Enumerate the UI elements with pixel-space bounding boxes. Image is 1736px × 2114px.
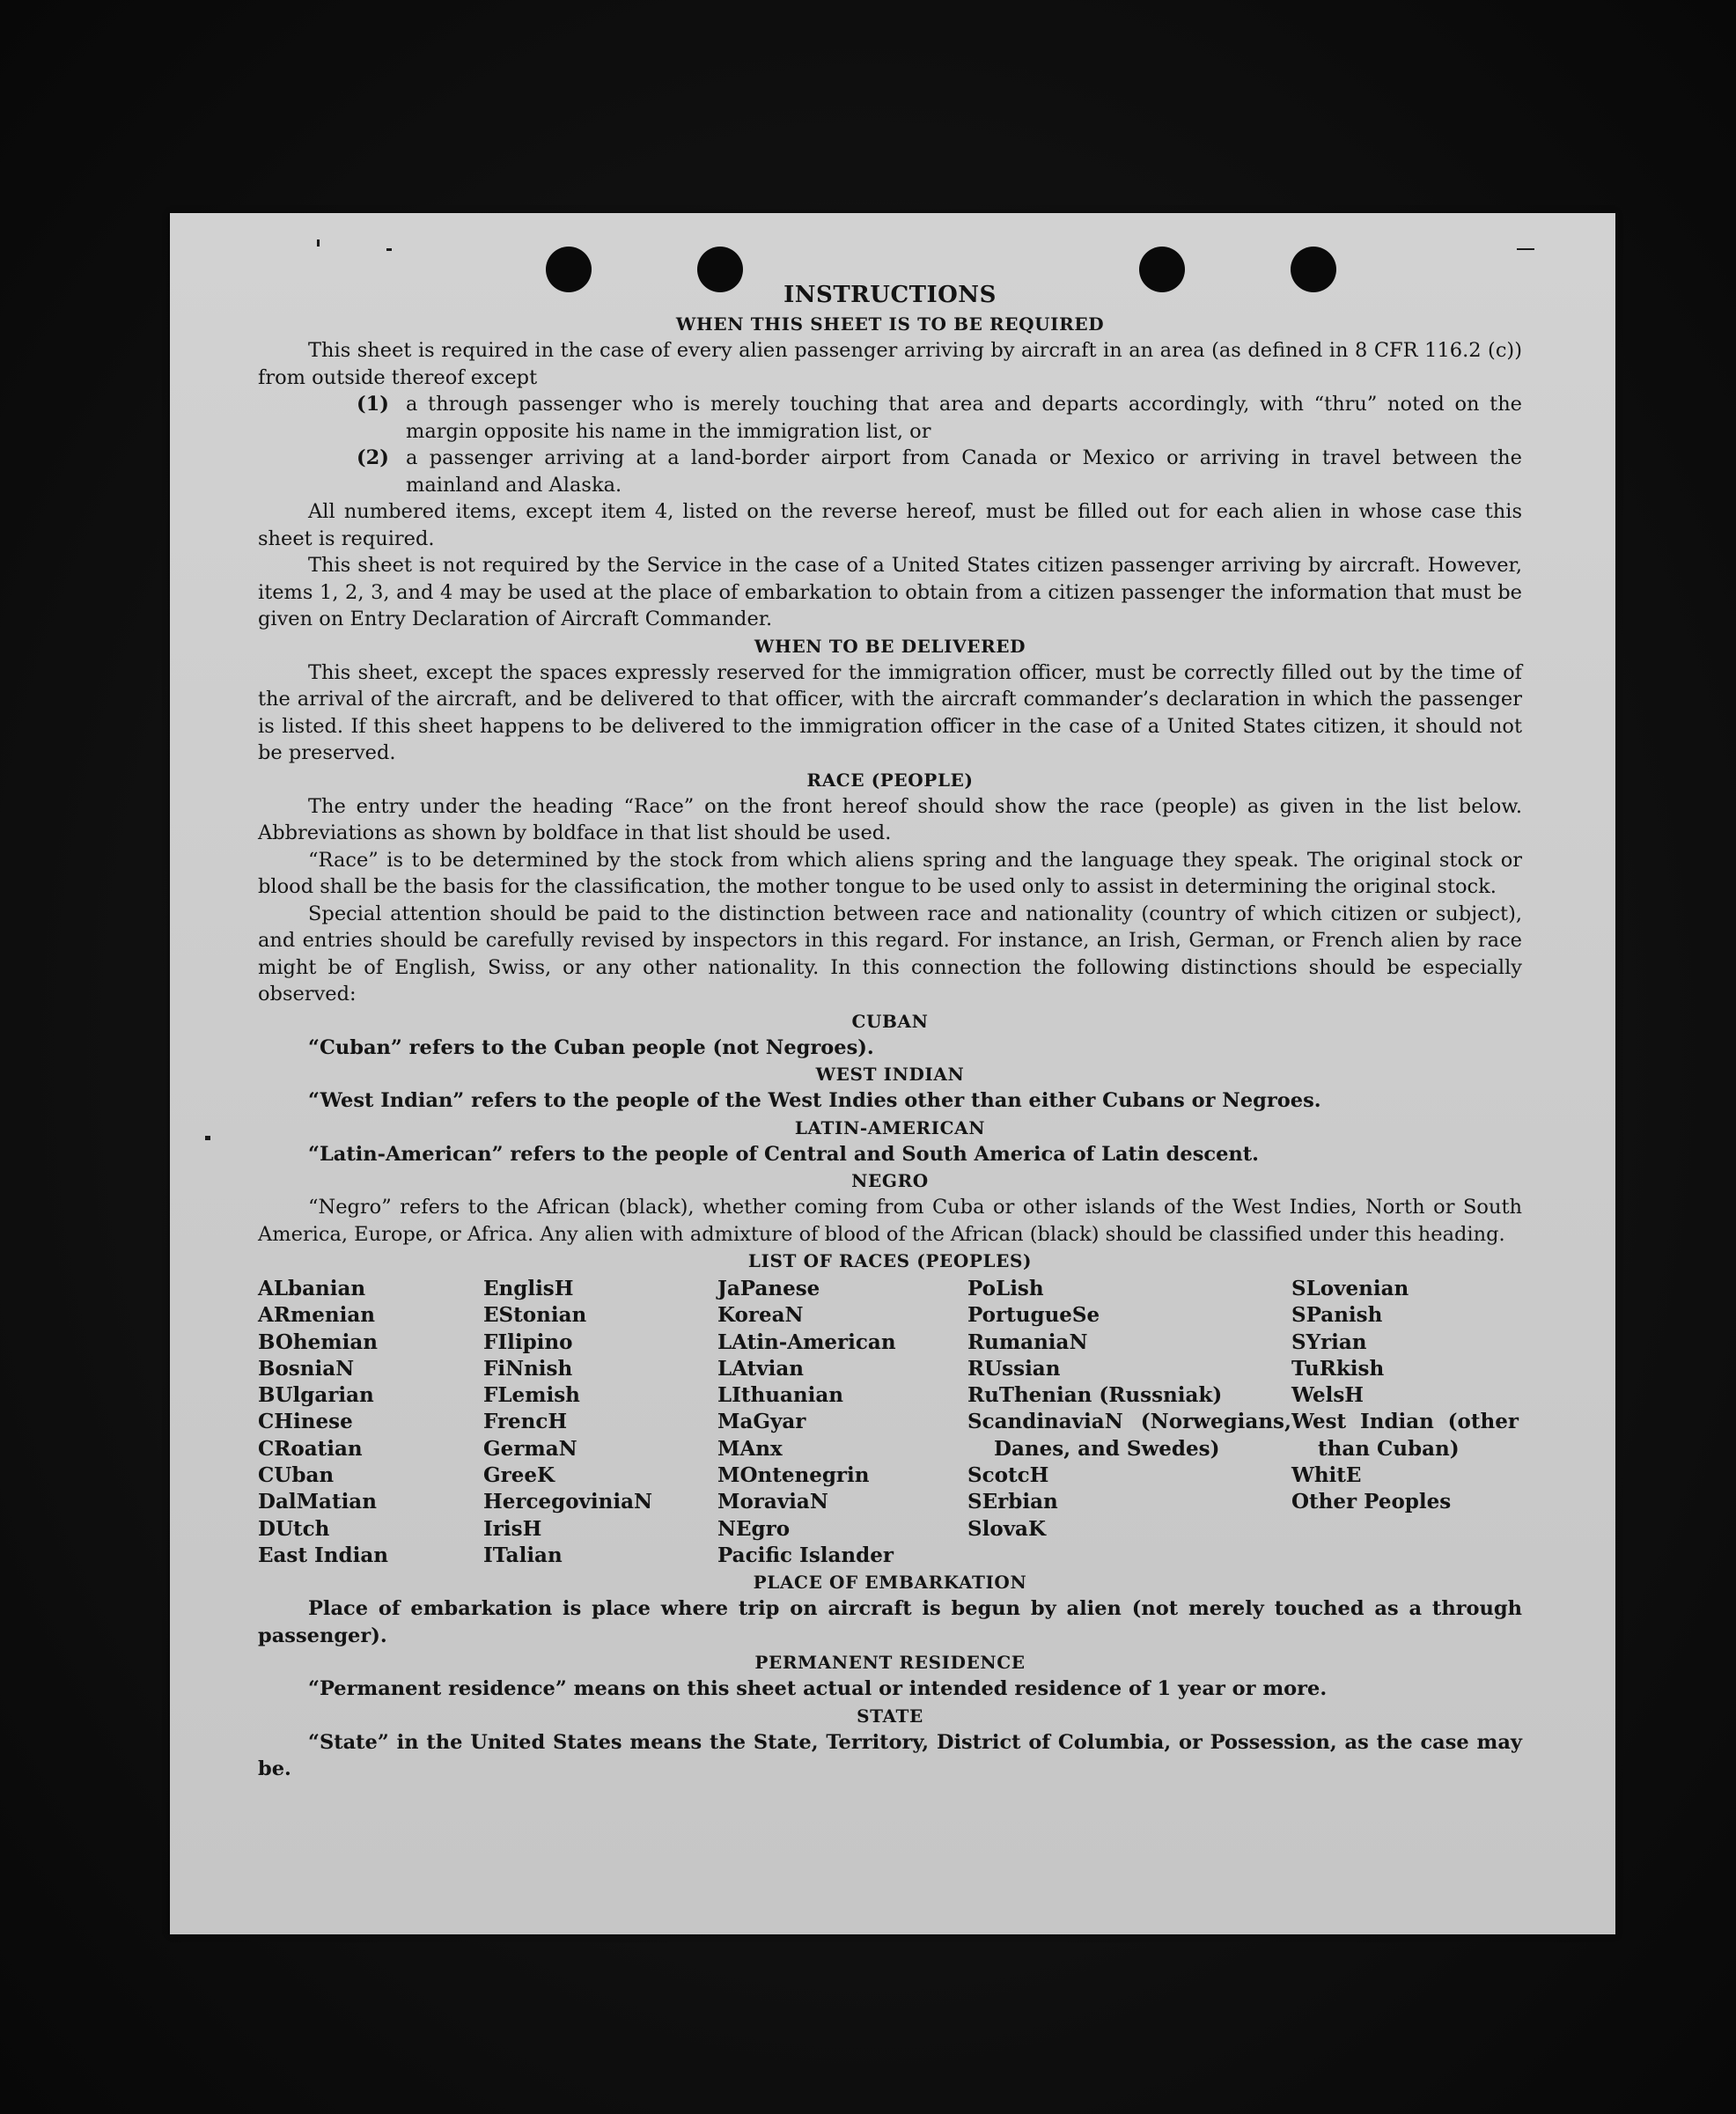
race-entry: NEgro [717, 1516, 791, 1541]
section-heading-required: WHEN THIS SHEET IS TO BE REQUIRED [675, 313, 1105, 335]
race-entry: FIlipino [483, 1330, 573, 1354]
latin-american-text: “Latin-American” refers to the people of Central and South America of Latin descent. [308, 1142, 1259, 1166]
race-entry: East Indian [258, 1543, 388, 1567]
races-column-4 [967, 1276, 1291, 1569]
race-paragraph-3: Special attention should be paid to the distinction between race and nationality (country of which citizen or subject), and entries should be carefully revised by inspectors in this regard. For instance, an Irish, German, or French alien by race might be of English, Swiss, or any other nationality. In this connection the following distinctions should be especially observed: [258, 902, 1522, 1005]
race-paragraph-2: “Race” is to be determined by the stock from which aliens spring and the language they speak. The original stock or blood shall be the basis for the classification, the mother tongue to be used only to assist in determining the original stock. [258, 848, 1522, 898]
race-entry: MAnx [717, 1436, 783, 1461]
required-paragraph-3: This sheet is not required by the Service in the case of a United States citizen passenger arriving by aircraft. However, items 1, 2, 3, and 4 may be used at the place of embarkation to obtain from a citizen passenger the information that must be given on Entry Declaration of Aircraft Commander. [258, 554, 1522, 630]
race-entry: ScotcH [967, 1463, 1049, 1488]
section-heading-west-indian: WEST INDIAN [815, 1064, 965, 1085]
races-column-1 [258, 1276, 483, 1569]
state-text: “State” in the United States means the State, Territory, District of Columbia, or Possession, as the case may be. [258, 1730, 1522, 1781]
race-entry: FiNnish [483, 1356, 573, 1381]
section-heading-latin-american: LATIN-AMERICAN [794, 1116, 986, 1138]
race-entry: SlovaK [967, 1516, 1046, 1541]
race-entry: FrencH [483, 1410, 568, 1434]
required-intro: This sheet is required in the case of every alien passenger arriving by aircraft in an area (as defined in 8 CFR 116.2 (c)) from outside thereof except [258, 339, 1522, 389]
race-entry: SErbian [967, 1490, 1058, 1514]
item-text: a through passenger who is merely touching that area and departs accordingly, with “thru” noted on the margin opposite his name in the immigration list, or [406, 393, 1522, 443]
race-entry: Other Peoples [1291, 1490, 1452, 1514]
race-entry: FLemish [483, 1383, 580, 1408]
race-entry: CRoatian [258, 1436, 363, 1461]
race-entry: EnglisH [483, 1277, 574, 1300]
negro-text: “Negro” refers to the African (black), whether coming from Cuba or other islands of the West Indies, North or South America, Europe, or Africa. Any alien with admixture of blood of the African (black) should be classified under this heading. [258, 1196, 1522, 1246]
embarkation-text: Place of embarkation is place where trip on aircraft is begun by alien (not merely touched as a through passenger). [258, 1597, 1522, 1647]
speck [1517, 248, 1534, 250]
section-heading-embarkation: PLACE OF EMBARKATION [753, 1572, 1027, 1594]
race-entry: MOntenegrin [717, 1463, 870, 1488]
race-entry: ALbanian [258, 1277, 366, 1300]
section-heading-races-list: LIST OF RACES (PEOPLES) [747, 1250, 1033, 1271]
race-entry: BosniaN [258, 1356, 355, 1381]
race-entry: SYrian [1291, 1330, 1367, 1354]
races-list [258, 1276, 1522, 1569]
page-title: INSTRUCTIONS [783, 282, 997, 308]
section-heading-cuban: CUBAN [851, 1010, 929, 1032]
race-entry: BOhemian [258, 1330, 378, 1354]
races-column-5 [1291, 1276, 1519, 1569]
speck [317, 239, 320, 247]
race-entry: ARmenian [258, 1303, 376, 1328]
races-column-3 [717, 1276, 967, 1569]
race-entry: CUban [258, 1463, 335, 1488]
race-entry: SLovenian [1291, 1277, 1409, 1300]
race-entry: WelsH [1291, 1383, 1365, 1408]
race-entry: Pacific Islander [717, 1543, 894, 1567]
section-heading-negro: NEGRO [851, 1170, 929, 1191]
west-indian-text: “West Indian” refers to the people of the West Indies other than either Cubans or Negroes. [308, 1089, 1321, 1112]
race-entry: IrisH [483, 1516, 542, 1541]
race-entry: ScandinaviaN (Norwegians, Danes, and Swedes) [967, 1410, 1291, 1461]
race-entry: GreeK [483, 1463, 555, 1488]
race-entry: GermaN [483, 1436, 577, 1461]
race-entry: WhitE [1291, 1463, 1362, 1488]
race-entry: TuRkish [1291, 1356, 1385, 1381]
race-entry: PoLish [967, 1277, 1044, 1300]
race-entry: RuThenian (Russniak) [967, 1383, 1223, 1408]
delivered-text: This sheet, except the spaces expressly reserved for the immigration officer, must be correctly filled out by the time of the arrival of the aircraft, and be delivered to that officer, with the aircraft commander’s declaration in which the passenger is listed. If this sheet happens to be delivered to the immigration officer in the case of a United States citizen, it should not be preserved. [258, 660, 1522, 764]
instructions-content [258, 279, 1522, 1783]
cuban-text: “Cuban” refers to the Cuban people (not Negroes). [308, 1035, 874, 1059]
document-sheet [170, 213, 1615, 1934]
race-entry: KoreaN [717, 1303, 804, 1328]
speck [205, 1136, 210, 1140]
race-entry: MoraviaN [717, 1490, 828, 1514]
residence-text: “Permanent residence” means on this sheet actual or intended residence of 1 year or more. [308, 1677, 1328, 1701]
race-entry: West Indian (other than Cuban) [1291, 1410, 1519, 1461]
item-text: a passenger arriving at a land-border airport from Canada or Mexico or arriving in travel between the mainland and Alaska. [406, 446, 1522, 497]
exception-item-2 [357, 445, 1522, 498]
race-entry: LAtvian [717, 1356, 804, 1381]
race-entry: SPanish [1291, 1303, 1383, 1328]
section-heading-delivered: WHEN TO BE DELIVERED [754, 635, 1026, 657]
exception-item-1 [357, 391, 1522, 445]
race-paragraph-1: The entry under the heading “Race” on the front hereof should show the race (people) as given in the list below. Abbreviations as shown by boldface in that list should be used. [258, 794, 1522, 844]
section-heading-residence: PERMANENT RESIDENCE [754, 1652, 1026, 1674]
race-entry: LAtin-American [717, 1330, 896, 1354]
race-entry: RumaniaN [967, 1330, 1088, 1354]
race-entry: HercegoviniaN [483, 1490, 653, 1514]
race-entry: PortugueSe [967, 1303, 1100, 1328]
race-entry: LIthuanian [717, 1383, 843, 1408]
race-entry: DUtch [258, 1516, 330, 1541]
race-entry: EStonian [483, 1303, 587, 1328]
race-entry: CHinese [258, 1410, 353, 1434]
race-entry: ITalian [483, 1543, 563, 1567]
races-column-2 [483, 1276, 717, 1569]
required-paragraph-2: All numbered items, except item 4, listed on the reverse hereof, must be filled out for each alien in whose case this sheet is required. [258, 500, 1522, 550]
item-number: (2) [357, 446, 389, 469]
section-heading-race: RACE (PEOPLE) [806, 769, 974, 791]
race-entry: RUssian [967, 1356, 1061, 1381]
race-entry: BUlgarian [258, 1383, 374, 1408]
section-heading-state: STATE [857, 1705, 923, 1727]
race-entry: DalMatian [258, 1490, 377, 1514]
race-entry: JaPanese [717, 1277, 820, 1300]
item-number: (1) [357, 393, 389, 416]
race-entry: MaGyar [717, 1410, 806, 1434]
speck [386, 248, 392, 251]
